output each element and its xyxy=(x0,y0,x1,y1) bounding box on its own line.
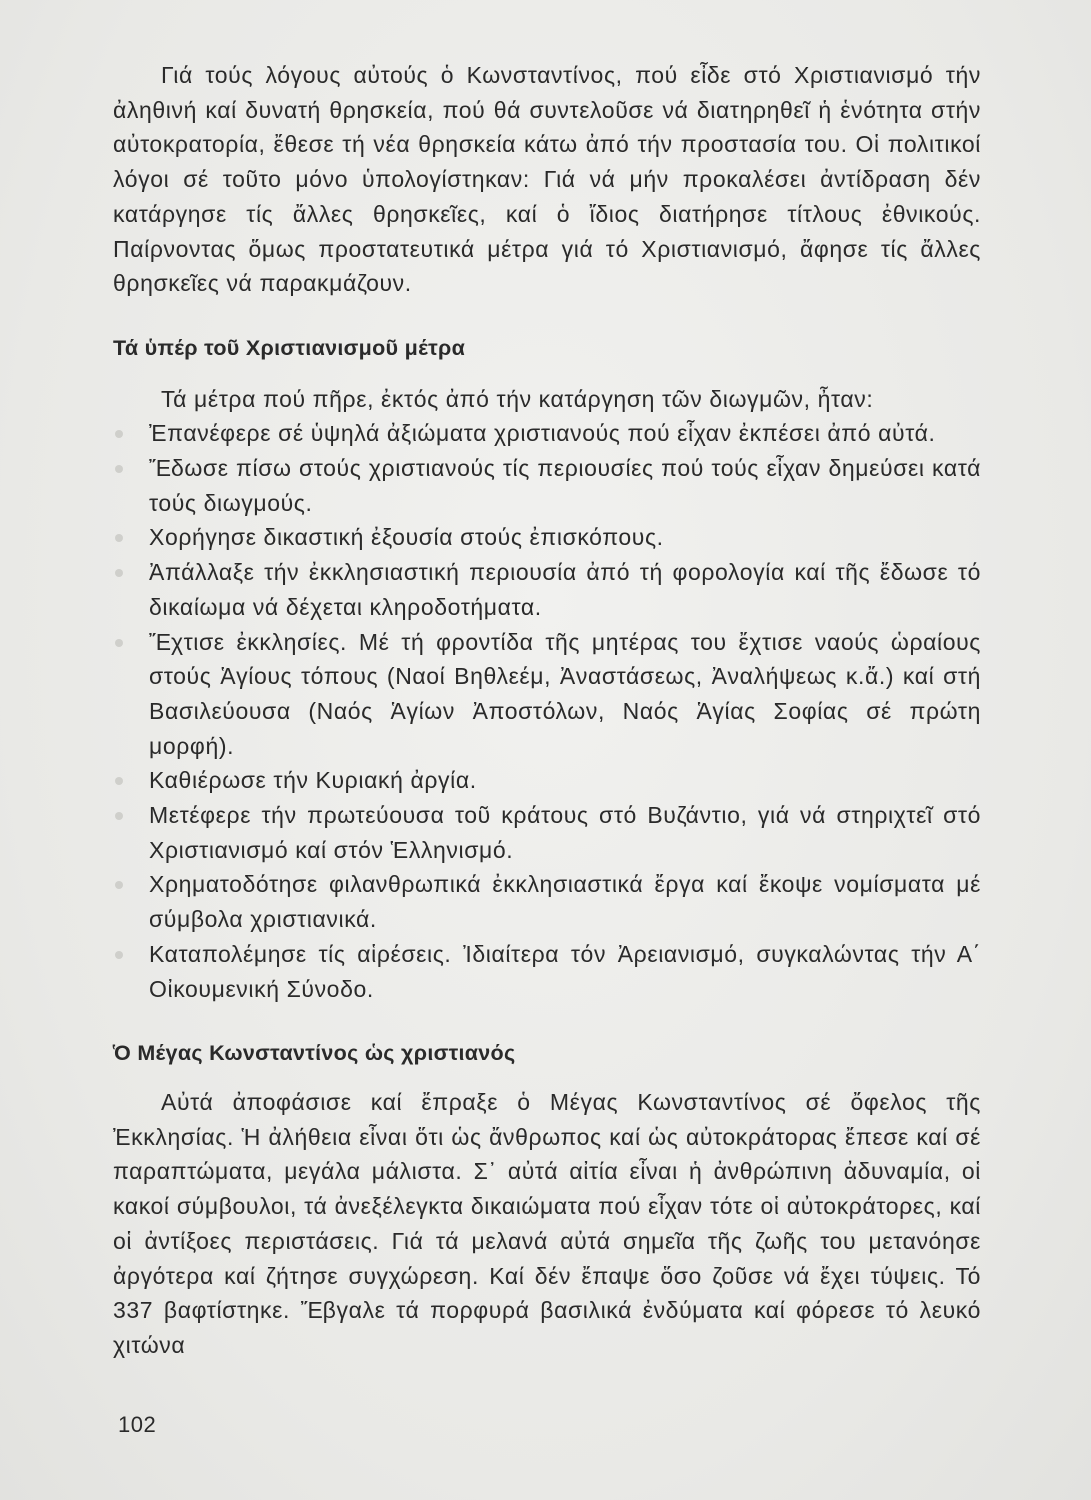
bullet-icon xyxy=(115,881,123,889)
intro-paragraph: Γιά τούς λόγους αὐτούς ὁ Κωνσταντίνος, πού εἶδε στό Χριστιανισμό τήν ἀληθινή καί δυνατή θρησκεία, πού θά συντελοῦσε νά διατηρηθεῖ ἡ ἑνότητα στήν αὐτοκρατορία, ἔθεσε τή νέα θρησκεία κάτω ἀπό τήν προστασία του. Οἱ πολιτικοί λόγοι σέ τοῦτο μόνο ὑπολογίστηκαν: Γιά νά μήν προκαλέσει ἀντίδραση δέν κατάργησε τίς ἄλλες θρησκεῖες, καί ὁ ἴδιος διατήρησε τίτλους ἐθνικούς. Παίρνοντας ὅμως προστατευτικά μέτρα γιά τό Χριστιανισμό, ἄφησε τίς ἄλλες θρησκεῖες νά παρακμάζουν. xyxy=(113,62,981,297)
measures-list xyxy=(113,416,981,1006)
list-item xyxy=(113,763,981,798)
list-item xyxy=(113,937,981,1006)
list-item-text: Μετέφερε τήν πρωτεύουσα τοῦ κράτους στό Βυζάντιο, γιά νά στηριχτεῖ στό Χριστιανισμό καί στόν Ἑλληνισμό. xyxy=(149,802,981,863)
bullet-icon xyxy=(115,430,123,438)
list-item xyxy=(113,798,981,867)
list-item xyxy=(113,867,981,936)
list-item-text: Χρηματοδότησε φιλανθρωπικά ἐκκλησιαστικά ἔργα καί ἔκοψε νομίσματα μέ σύμβολα χριστιανικά. xyxy=(149,871,981,933)
list-item-text: Ἀπάλλαξε τήν ἐκκλησιαστική περιουσία ἀπό τή φορολογία καί τῆς ἔδωσε τό δικαίωμα νά δέχεται κληροδοτήματα. xyxy=(149,559,981,620)
bullet-icon xyxy=(115,951,123,959)
list-item-text: Καθιέρωσε τήν Κυριακή ἀργία. xyxy=(149,767,477,794)
bullet-icon xyxy=(115,777,123,785)
list-item-text: Καταπολέμησε τίς αἱρέσεις. Ἰδιαίτερα τόν Ἀρειανισμό, συγκαλώντας τήν Α΄ Οἰκουμενική Σύνοδο. xyxy=(149,940,981,1002)
list-item-text: Χορήγησε δικαστική ἐξουσία στούς ἐπισκόπους. xyxy=(149,524,664,551)
list-item-text: Ἔδωσε πίσω στούς χριστιανούς τίς περιουσίες πού τούς εἶχαν δημεύσει κατά τούς διωγμούς. xyxy=(149,455,981,516)
bullet-icon xyxy=(115,812,123,820)
list-item xyxy=(113,416,981,451)
list-item-text: Ἔχτισε ἐκκλησίες. Μέ τή φροντίδα τῆς μητέρας του ἔχτισε ναούς ὡραίους στούς Ἁγίους τόπους (Ναοί Βηθλεέμ, Ἀναστάσεως, Ἀναλήψεως κ.ἄ.) καί στή Βασιλεύουσα (Ναός Ἁγίων Ἀποστόλων, Ναός Ἁγίας Σοφίας σέ πρώτη μορφή). xyxy=(149,628,981,759)
list-item xyxy=(113,451,981,520)
list-item xyxy=(113,555,981,624)
constantine-paragraph: Αὐτά ἀποφάσισε καί ἔπραξε ὁ Μέγας Κωνσταντίνος σέ ὄφελος τῆς Ἐκκλησίας. Ἡ ἀλήθεια εἶναι ὅτι ὡς ἄνθρωπος καί ὡς αὐτοκράτορας ἔπεσε καί σέ παραπτώματα, μεγάλα μάλιστα. Σ᾽ αὐτά αἰτία εἶναι ἡ ἀνθρώπινη ἀδυναμία, οἱ κακοί σύμβουλοι, τά ἀνεξέλεγκτα δικαιώματα πού εἶχαν τότε οἱ αὐτοκράτορες, καί οἱ ἀντίξοες περιστάσεις. Γιά τά μελανά αὐτά σημεῖα τῆς ζωῆς του μετανόησε ἀργότερα καί ζήτησε συγχώρεση. Καί δέν ἔπαψε ὅσο ζοῦσε νά ἔχει τύψεις. Τό 337 βαφτίστηκε. Ἔβγαλε τά πορφυρά βασιλικά ἐνδύματα καί φόρεσε τό λευκό χιτώνα xyxy=(113,1088,981,1358)
bullet-icon xyxy=(115,569,123,577)
measures-lead-paragraph: Τά μέτρα πού πῆρε, ἐκτός ἀπό τήν κατάργηση τῶν διωγμῶν, ἦταν: xyxy=(161,385,874,412)
bullet-icon xyxy=(115,465,123,473)
bullet-icon xyxy=(115,639,123,647)
list-item xyxy=(113,520,981,555)
list-item xyxy=(113,625,981,764)
section-heading-constantine-christian: Ὁ Μέγας Κωνσταντίνος ὡς χριστιανός xyxy=(113,1041,516,1066)
page-content xyxy=(113,58,981,1363)
page-number: 102 xyxy=(118,1412,157,1437)
bullet-icon xyxy=(115,534,123,542)
section-heading-measures: Τά ὑπέρ τοῦ Χριστιανισμοῦ μέτρα xyxy=(113,335,466,360)
list-item-text: Ἐπανέφερε σέ ὑψηλά ἀξιώματα χριστιανούς πού εἶχαν ἐκπέσει ἀπό αὐτά. xyxy=(149,420,936,447)
